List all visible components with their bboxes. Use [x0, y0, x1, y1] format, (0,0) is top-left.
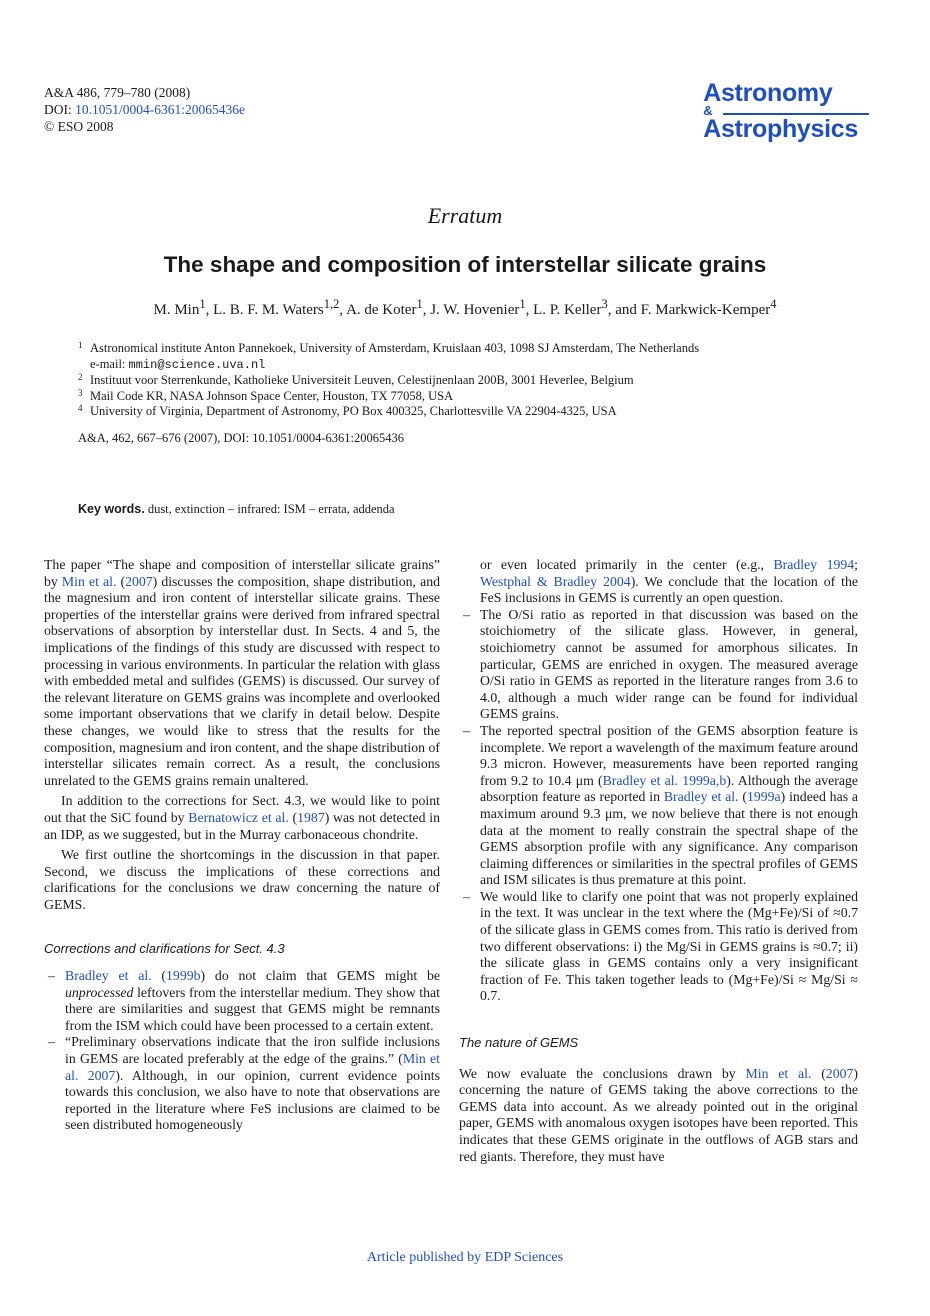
publisher-link[interactable]: EDP Sciences [484, 1250, 564, 1265]
list-item: – We would like to clarify one point that was not properly explained in the text. It was unclear in the text where the (Mg+Fe)/Si of ≈0.7 of the silicate glass in GEMS comes from. This ratio is derived from two different observations: i) the Mg/Si in GEMS grains is ≈0.7; ii) the silicate glass in GEMS contains only a very insignificant fraction of Fe. This taken together leads to (Mg+Fe)/Si ≈ Mg/Si ≈ 0.7. [463, 888, 858, 1004]
doi-link[interactable]: 10.1051/0004-6361:20065436e [75, 102, 245, 117]
author: M. Min$^1$, [153, 297, 214, 318]
citation-link[interactable]: Bradley et al. 1999a,b [602, 772, 727, 788]
section-heading: The nature of GEMS [459, 1035, 579, 1051]
citation-link[interactable]: Bradley et al. [65, 968, 152, 984]
citation-link[interactable]: Min et al. [745, 1065, 812, 1081]
citation-year-link[interactable]: 1999a [746, 789, 781, 805]
citation-year-link[interactable]: 2007 [825, 1065, 854, 1081]
original-article-reference: A&A, 462, 667–676 (2007), DOI: 10.1051/0004-6361:20065436 [78, 431, 405, 445]
list-item: – Bradley et al. (1999b) do not claim that GEMS might be unprocessed leftovers from the interstellar medium. They show that there are similarities and suggest that GEMS might be remnants from the ISM which could have been processed to a certain extent. [48, 968, 440, 1033]
list-item: – The O/Si ratio as reported in that discussion was based on the stoichiometry of the silicate glass. However, in general, stoichiometry cannot be assumed for amorphous silicates. In particular, GEMS are enriched in oxygen. The measured average O/Si ratio in GEMS as reported in the literature ranges from 3.6 to 4.0, although a much wider range can be found for individual GEMS grains. [463, 606, 858, 722]
citation-link[interactable]: Min et al. 2007 [65, 1051, 440, 1083]
article-type: Erratum [427, 203, 503, 228]
author: A. de Koter$^1$, [346, 297, 431, 318]
page-title: The shape and composition of interstellar silicate grains [163, 252, 767, 277]
paragraph: We first outline the shortcomings in the discussion in that paper. Second, we discuss the implications of these corrections and clarifications for the conclusions we draw concerning the nature of GEMS. [44, 847, 440, 912]
citation-year-link[interactable]: 1999b [166, 968, 201, 984]
logo-rule [723, 113, 869, 115]
list-item: – The reported spectral position of the GEMS absorption feature is incomplete. We report a wavelength of the maximum feature around 9.3 micron. However, measurements have been reported ranging from 9.2 to 10.4 μm (Bradley et al. 1999a,b). Although the average absorption feature as reported in Bradley et al. (1999a) indeed has a maximum around 9.3 μm, we now believe that there is not enough data at the moment to really constrain the spectral shape of the GEMS absorption profile with any significance. Any comparison claiming differences or similarities in the spectral profiles of GEMS and ISM silicates is thus premature at this point. [463, 722, 859, 888]
affiliation-1: 1 Astronomical institute Anton Pannekoek, University of Amsterdam, Kruislaan 403, 1098 SJ Amsterdam, The Netherlands [78, 340, 700, 355]
citation-year-link[interactable]: 1987 [297, 809, 325, 825]
author: F. Markwick-Kemper$^4$ [640, 297, 777, 318]
logo-ampersand: & [703, 103, 713, 118]
journal-header [44, 84, 245, 135]
author: L. B. F. M. Waters$^{1,2}$, [213, 297, 347, 318]
citation-link[interactable]: Min et al. [61, 573, 117, 589]
logo-astrophysics: Astrophysics [703, 115, 858, 143]
affiliation-2: 2 Instituut voor Sterrenkunde, Katholieke Universiteit Leuven, Celestijnenlaan 200B, 3001 Heverlee, Belgium [78, 372, 634, 387]
keywords-label: Key words. [78, 502, 145, 516]
author-list [0, 297, 930, 319]
journal-logo[interactable] [703, 80, 858, 142]
journal-citation: A&A 486, 779–780 (2008) [44, 85, 191, 100]
logo-astronomy: Astronomy [703, 79, 833, 107]
affiliation-3: 3 Mail Code KR, NASA Johnson Space Center, Houston, TX 77058, USA [78, 387, 454, 403]
list-item: – “Preliminary observations indicate that the iron sulfide inclusions in GEMS are located preferably at the edge of the grains.” (Min et al. 2007). Although, in our opinion, current evidence points towards this conclusion, we also have to note that observations are reported in the literature where FeS inclusions are claimed to be seen distributed homogeneously [48, 1034, 440, 1133]
author: J. W. Hovenier$^1$, [430, 297, 534, 318]
section-heading: Corrections and clarifications for Sect. 4.3 [44, 941, 285, 957]
left-column [44, 557, 440, 1134]
doi-line: DOI: 10.1051/0004-6361:20065436e [44, 102, 245, 117]
citation-link[interactable]: Bernatowicz et al. [188, 809, 289, 825]
right-column [459, 557, 858, 1165]
list-item-continued: or even located primarily in the center (e.g., Bradley 1994; Westphal & Bradley 2004). We conclude that the location of the FeS inclusions in GEMS is currently an open question. [480, 557, 859, 606]
paragraph: We now evaluate the conclusions drawn by Min et al. (2007) concerning the nature of GEMS taking the above corrections to the GEMS data into account. As we already pointed out in the original paper, GEMS with anomalous oxygen isotopes have been reported. This indicates that these GEMS originate in the outflows of AGB stars and red giants. Therefore, they must have [459, 1065, 858, 1164]
paragraph: In addition to the corrections for Sect. 4.3, we would like to point out that the SiC found by Bernatowicz et al. (1987) was not detected in an IDP, as we suggested, but in the Murray carbonaceous chondrite. [44, 793, 441, 842]
citation-link[interactable]: Westphal & Bradley 2004 [480, 573, 631, 589]
citation-link[interactable]: Bradley et al. [663, 789, 739, 805]
citation-year-link[interactable]: 2007 [125, 573, 153, 589]
citation-link[interactable]: Bradley 1994 [773, 557, 855, 572]
author: L. P. Keller$^3$, and [533, 297, 641, 318]
affiliation-4: 4 University of Virginia, Department of Astronomy, PO Box 400325, Charlottesville VA 22904-4325, USA [78, 403, 617, 418]
affiliation-email: e-mail: mmin@science.uva.nl [90, 356, 266, 372]
copyright: © ESO 2008 [44, 119, 114, 134]
affiliations [78, 341, 699, 420]
keywords: Key words. dust, extinction – infrared: ISM – errata, addenda [78, 502, 395, 516]
email-address[interactable]: mmin@science.uva.nl [128, 357, 266, 372]
page-footer: Article published by EDP Sciences [366, 1250, 564, 1265]
paragraph: The paper “The shape and composition of interstellar silicate grains” by Min et al. (2007) discusses the composition, shape distribution, and the magnesium and iron content of interstellar silicate grains. These properties of the interstellar grains were derived from infrared spectral observations of absorption by interstellar dust. In Sects. 4 and 5, the implications of the findings of this study are discussed with respect to processing in various environments. In particular the relation with glass with embedded metal and sulfides (GEMS) is discussed. Our survey of the relevant literature on GEMS grains was incomplete and overlooked some important observations that we clarify in detail below. Despite these changes, we would like to stress that the results for the composition, magnesium and iron content, and the shape distribution of interstellar silicates remain correct. As a result, the conclusions unrelated to the GEMS grains remain unaltered. [44, 557, 440, 788]
